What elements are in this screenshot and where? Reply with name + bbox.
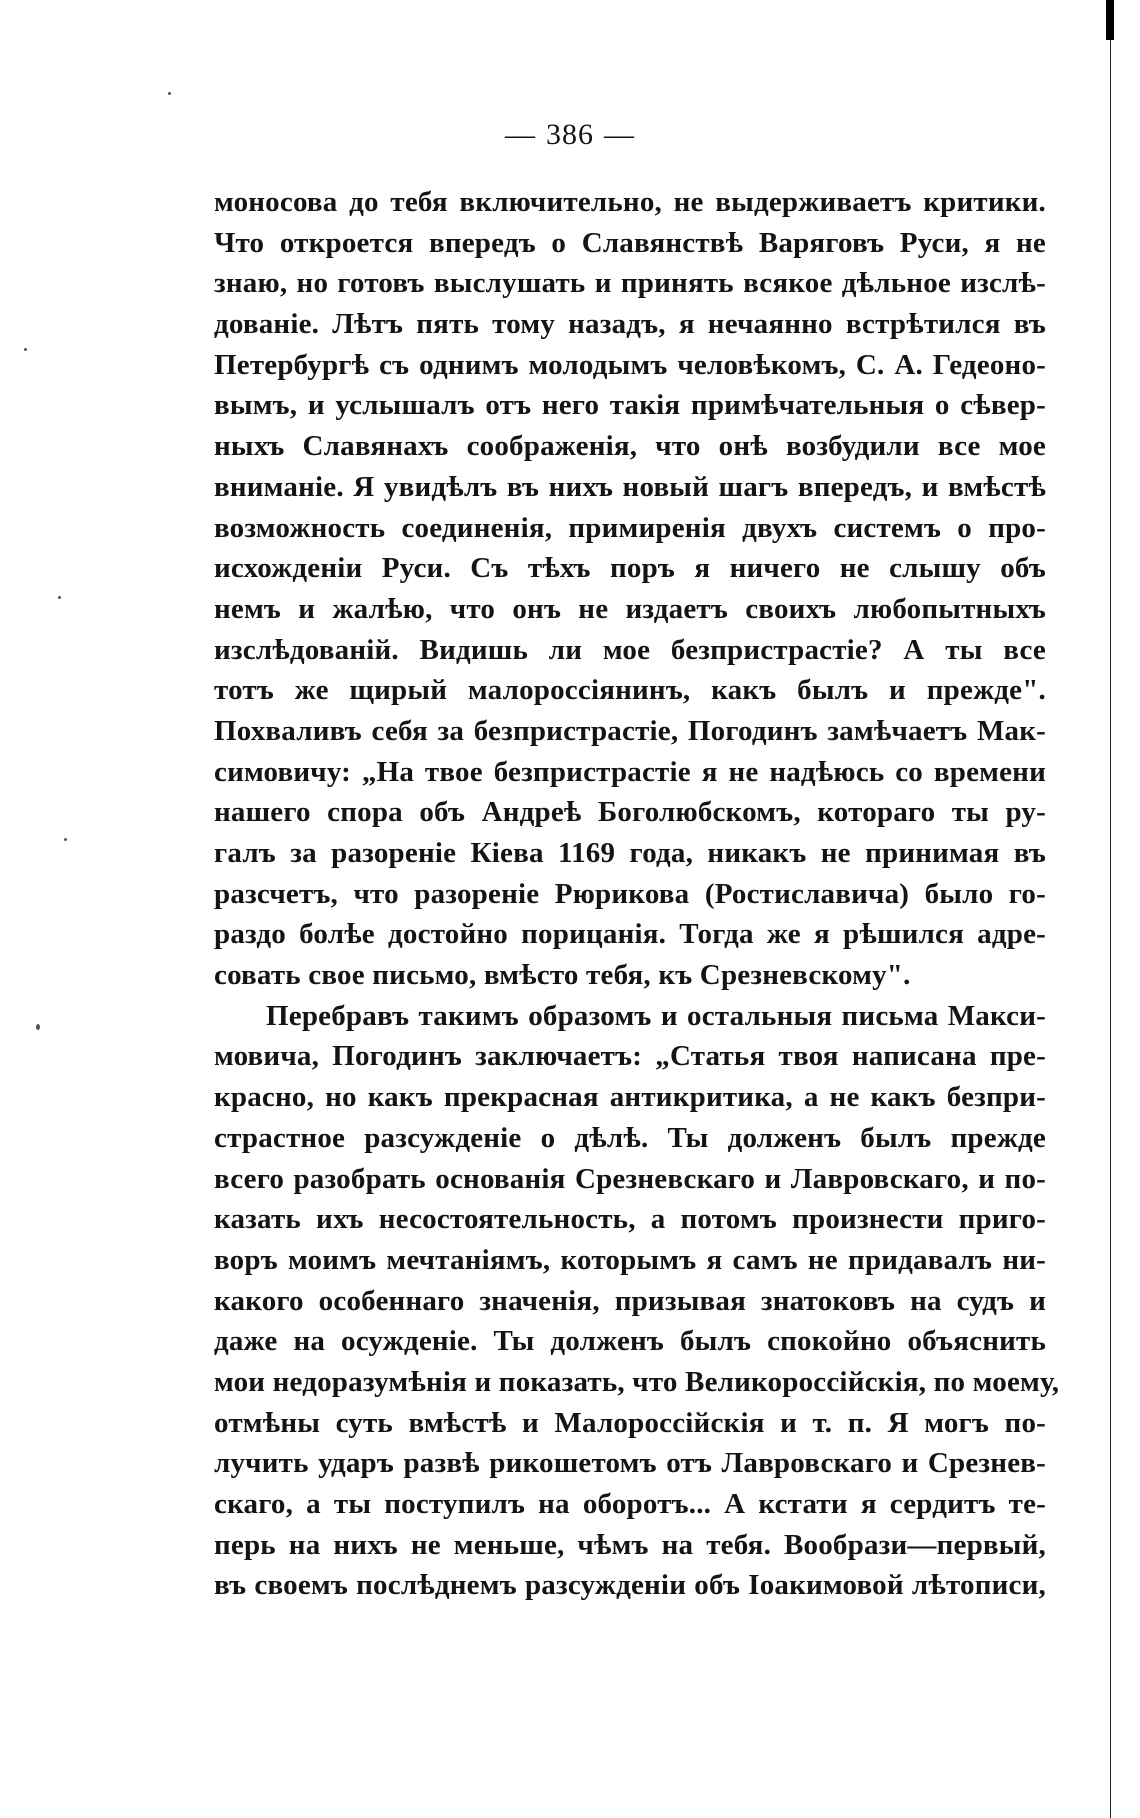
text-line: лучить ударъ развѣ рикошетомъ отъ Лавровскаго и Срезнев-: [214, 1447, 1046, 1480]
text-line: Что откроется впередъ о Славянствѣ Варяговъ Руси, я не: [214, 226, 1046, 259]
text-line: отмѣны суть вмѣстѣ и Малороссійскія и т. п. Я могъ по-: [214, 1406, 1046, 1439]
text-line: нашего спора объ Андреѣ Боголюбскомъ, котораго ты ру-: [214, 796, 1046, 829]
text-line: ныхъ Славянахъ соображенія, что онѣ возбудили все мое: [214, 430, 1046, 463]
text-line: даже на осужденіе. Ты долженъ былъ спокойно объяснить: [214, 1325, 1046, 1358]
text-line: всего разобрать основанія Срезневскаго и Лавровскаго, и по-: [214, 1162, 1046, 1195]
text-line: дованіе. Лѣтъ пять тому назадъ, я нечаянно встрѣтился въ: [214, 308, 1046, 341]
text-line: вниманіе. Я увидѣлъ въ нихъ новый шагъ впередъ, и вмѣстѣ: [214, 470, 1046, 503]
text-line: возможность соединенія, примиренія двухъ системъ о про-: [214, 511, 1046, 544]
text-line: галъ за разореніе Кіева 1169 года, никакъ не принимая въ: [214, 837, 1046, 869]
text-line: мовича, Погодинъ заключаетъ: „Статья твоя написана пре-: [214, 1040, 1046, 1073]
text-line: воръ моимъ мечтаніямъ, которымъ я самъ не придавалъ ни-: [214, 1243, 1046, 1276]
page-number-value: 386: [546, 118, 594, 151]
text-line: Петербургѣ съ однимъ молодымъ человѣкомъ, С. А. Гедеоно-: [214, 348, 1046, 381]
text-line: красно, но какъ прекрасная антикритика, а не какъ безпри-: [214, 1081, 1046, 1114]
speck: [64, 838, 67, 841]
text-line: въ своемъ послѣднемъ разсужденіи объ Іоакимовой лѣтописи,: [214, 1569, 1046, 1602]
text-line: совать свое письмо, вмѣсто тебя, къ Срезневскому".: [214, 959, 911, 992]
text-line: Перебравъ такимъ образомъ и остальныя письма Макси-: [266, 999, 1046, 1032]
page-number-dash-left: —: [505, 118, 536, 151]
speck: [168, 92, 171, 95]
text-line: какого особеннаго значенія, призывая знатоковъ на судъ и: [214, 1284, 1046, 1317]
text-line: симовичу: „На твое безпристрастіе я не надѣюсь со времени: [214, 755, 1046, 788]
text-line: вымъ, и услышалъ отъ него такія примѣчательныя о сѣвер-: [214, 389, 1046, 422]
text-line: скаго, а ты поступилъ на оборотъ... А кстати я сердитъ те-: [214, 1488, 1046, 1520]
speck: [36, 1024, 40, 1030]
text-line: раздо болѣе достойно порицанія. Тогда же я рѣшился адре-: [214, 918, 1046, 951]
text-line: разсчетъ, что разореніе Рюрикова (Ростиславича) было го-: [214, 877, 1046, 910]
page-number: [0, 118, 1140, 152]
text-line: тотъ же щирый малороссіянинъ, какъ былъ и прежде".: [214, 674, 1046, 707]
speck: [58, 596, 61, 599]
text-line: мои недоразумѣнія и показать, что Великороссійскія, по моему,: [214, 1365, 1060, 1398]
text-line: казать ихъ несостоятельность, а потомъ произнести приго-: [214, 1203, 1046, 1236]
page-edge-shadow: [1106, 0, 1114, 40]
text-line: изслѣдованій. Видишь ли мое безпристрастіе? А ты все: [214, 633, 1046, 666]
text-line: страстное разсужденіе о дѣлѣ. Ты долженъ былъ прежде: [214, 1121, 1046, 1154]
speck: [24, 348, 27, 351]
text-line: исхожденіи Руси. Съ тѣхъ поръ я ничего не слышу объ: [214, 552, 1046, 585]
body-text: [214, 182, 1060, 1606]
text-line: моносова до тебя включительно, не выдерживаетъ критики.: [214, 186, 1046, 218]
page-edge-line: [1110, 40, 1111, 1818]
page-number-dash-right: —: [604, 118, 635, 151]
text-line: перь на нихъ не меньше, чѣмъ на тебя. Вообрази—первый,: [214, 1528, 1046, 1561]
text-line: Похваливъ себя за безпристрастіе, Погодинъ замѣчаетъ Мак-: [214, 714, 1046, 747]
text-line: знаю, но готовъ выслушать и принять всякое дѣльное изслѣ-: [214, 267, 1046, 300]
text-line: немъ и жалѣю, что онъ не издаетъ своихъ любопытныхъ: [214, 592, 1046, 625]
